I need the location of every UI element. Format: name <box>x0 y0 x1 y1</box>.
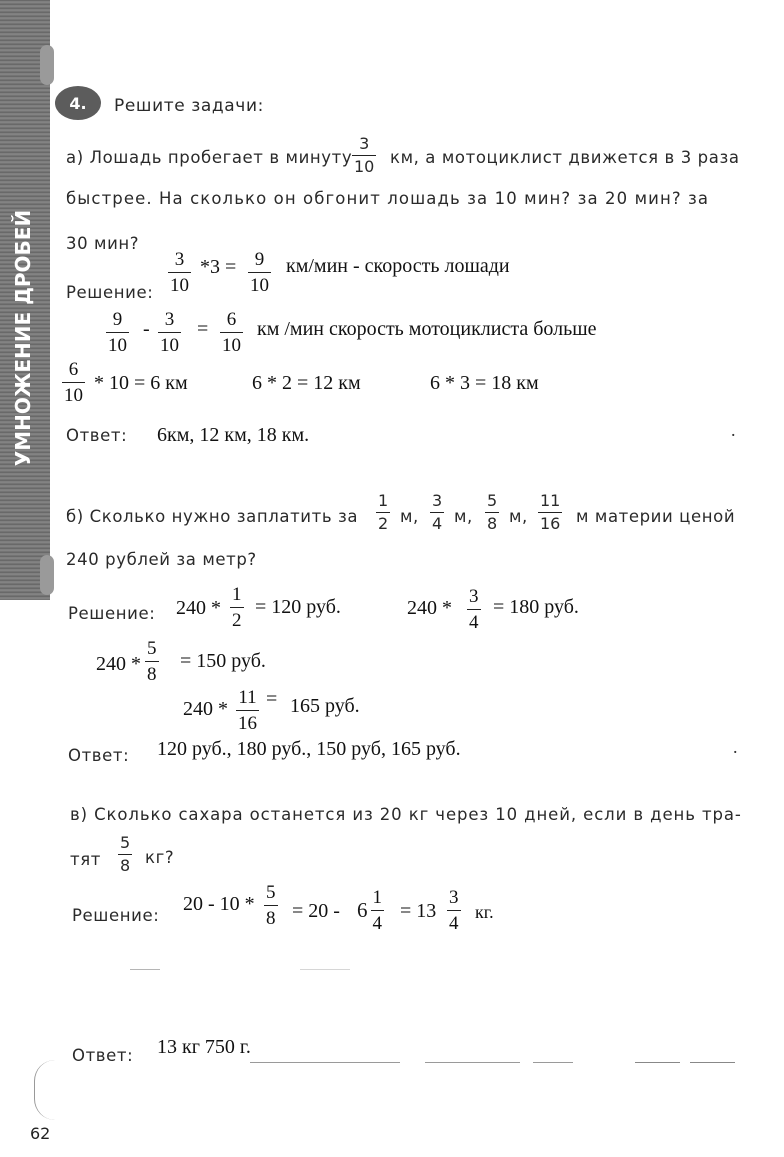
numerator: 6 <box>226 309 237 330</box>
numerator: 11 <box>238 687 257 708</box>
numerator: 11 <box>540 491 561 510</box>
part-c-fraction <box>118 835 132 874</box>
sidebar-tab-bottom <box>40 555 54 595</box>
part-c-mixed-number-2-fraction <box>447 888 461 933</box>
denominator: 4 <box>432 514 443 533</box>
numerator: 5 <box>266 882 276 903</box>
part-a-line1-end: км, а мотоциклист движется в 3 раза <box>390 148 740 167</box>
numerator: 1 <box>232 584 242 605</box>
denominator: 8 <box>487 514 498 533</box>
part-b-unit-1: м, <box>400 507 419 526</box>
part-a-s1-tail: км/мин - скорость лошади <box>286 255 510 277</box>
part-b-unit-3: м, <box>509 507 528 526</box>
part-a-s2-op: - <box>143 318 150 340</box>
line-end-dot: . <box>731 420 736 440</box>
part-c-answer: 13 кг 750 г. <box>157 1036 251 1058</box>
numerator: 3 <box>469 586 479 607</box>
part-a-s2-fraction2 <box>158 310 181 355</box>
page-binding-curve <box>34 1060 55 1120</box>
part-a-s2-tail: км /мин скорость мотоциклиста больше <box>257 318 597 340</box>
denominator: 10 <box>248 272 271 295</box>
numerator: 5 <box>147 638 157 659</box>
part-a-s1-fraction1 <box>168 250 191 295</box>
part-c-answer-label: Ответ: <box>72 1046 134 1065</box>
part-c-line2-start: тят <box>70 850 101 869</box>
ruled-line <box>425 1062 520 1063</box>
part-b-r2-fraction <box>467 587 481 632</box>
part-b-line1-end: м материи ценой <box>576 507 736 526</box>
chapter-title: УМНОЖЕНИЕ ДРОБЕЙ <box>11 209 35 467</box>
part-a-answer-label: Ответ: <box>66 426 128 445</box>
part-b-fraction-1 <box>376 493 390 532</box>
part-a-solution-label: Решение: <box>66 283 154 302</box>
numerator: 3 <box>449 887 459 908</box>
numerator: 3 <box>164 309 175 330</box>
ruled-line <box>635 1062 680 1063</box>
part-c-expr-mid: = 20 - <box>292 900 340 922</box>
part-b-r4-eq: = <box>266 688 278 710</box>
denominator: 2 <box>378 514 389 533</box>
ruled-line <box>533 1062 573 1063</box>
denominator: 8 <box>120 856 131 875</box>
part-b-solution-label: Решение: <box>68 604 156 623</box>
part-a-s2-fraction1 <box>106 310 129 355</box>
part-b-r2-pre: 240 * <box>407 597 452 619</box>
denominator: 16 <box>236 710 259 733</box>
denominator: 4 <box>447 910 461 933</box>
part-b-fraction-2 <box>430 493 444 532</box>
denominator: 4 <box>371 910 385 933</box>
ruled-line-mark <box>130 969 160 970</box>
task-title: Решите задачи: <box>114 96 264 116</box>
part-b-r3-fraction <box>145 639 159 684</box>
ruled-line <box>690 1062 735 1063</box>
part-a-s2-fraction3 <box>220 310 243 355</box>
numerator: 1 <box>372 887 382 908</box>
part-b-r3-post: = 150 руб. <box>180 650 266 672</box>
part-a-s3-b: 6 * 2 = 12 км <box>252 372 361 394</box>
ruled-line <box>250 1062 400 1063</box>
numerator: 9 <box>254 249 265 270</box>
denominator: 10 <box>62 382 85 405</box>
denominator: 8 <box>145 661 159 684</box>
part-b-r4-fraction <box>236 688 259 733</box>
part-c-solution-label: Решение: <box>72 906 160 925</box>
part-c-expr-mid2: = 13 <box>400 900 437 922</box>
denominator: 2 <box>230 607 244 630</box>
part-b-fraction-4 <box>538 493 562 532</box>
part-a-line2: быстрее. На сколько он обгонит лошадь за 10 мин? за 20 мин? за <box>66 189 710 208</box>
part-b-fraction-3 <box>485 493 499 532</box>
part-a-s1-mid: *3 = <box>200 256 237 278</box>
page-number: 62 <box>30 1124 51 1143</box>
part-a-s1-fraction2 <box>248 250 271 295</box>
ruled-line-mark <box>300 969 350 970</box>
part-b-unit-2: м, <box>454 507 473 526</box>
denominator: 10 <box>354 157 375 176</box>
part-c-expr-fraction <box>264 883 278 928</box>
denominator: 8 <box>264 905 278 928</box>
numerator: 3 <box>432 491 443 510</box>
numerator: 3 <box>359 134 370 153</box>
part-b-r1-fraction <box>230 585 244 630</box>
denominator: 4 <box>467 609 481 632</box>
part-c-expr-end: кг. <box>475 902 494 922</box>
part-c-mixed-number-1 <box>357 888 384 933</box>
part-b-r1-pre: 240 * <box>176 597 221 619</box>
part-a-s3-c: 6 * 3 = 18 км <box>430 372 539 394</box>
part-b-answer: 120 руб., 180 руб., 150 руб, 165 руб. <box>157 738 461 760</box>
fraction-part <box>371 888 385 933</box>
part-b-answer-label: Ответ: <box>68 746 130 765</box>
denominator: 10 <box>158 332 181 355</box>
numerator: 5 <box>487 491 498 510</box>
part-c-line1: в) Сколько сахара останется из 20 кг через 10 дней, если в день тра- <box>70 805 742 824</box>
denominator: 10 <box>106 332 129 355</box>
part-a-line1-start: а) Лошадь пробегает в минуту <box>66 148 353 167</box>
numerator: 5 <box>120 833 131 852</box>
numerator: 3 <box>174 249 185 270</box>
part-c-expr-start: 20 - 10 * <box>183 893 255 915</box>
whole-part: 6 <box>357 898 368 922</box>
part-b-r1-post: = 120 руб. <box>255 596 341 618</box>
part-b-r2-post: = 180 руб. <box>493 596 579 618</box>
task-number-badge: 4. <box>55 86 101 120</box>
denominator: 16 <box>540 514 561 533</box>
part-b-r4-post: 165 руб. <box>290 695 360 717</box>
part-a-s2-eq: = <box>197 318 209 340</box>
part-c-line2-end: кг? <box>145 848 175 867</box>
line-end-dot: . <box>733 737 738 757</box>
part-a-answer: 6км, 12 км, 18 км. <box>157 424 310 446</box>
denominator: 10 <box>168 272 191 295</box>
denominator: 10 <box>220 332 243 355</box>
part-a-s3-tail: * 10 = 6 км <box>94 372 188 394</box>
numerator: 6 <box>68 359 79 380</box>
part-b-r3-pre: 240 * <box>96 653 141 675</box>
part-b-line1-start: б) Сколько нужно заплатить за <box>66 507 359 526</box>
numerator: 9 <box>112 309 123 330</box>
part-b-r4-pre: 240 * <box>183 698 228 720</box>
sidebar-tab-top <box>40 45 54 85</box>
part-a-line3: 30 мин? <box>66 234 140 253</box>
numerator: 1 <box>378 491 389 510</box>
part-b-line2: 240 рублей за метр? <box>66 550 257 569</box>
part-a-fraction <box>352 136 376 175</box>
part-a-s3-fraction <box>62 360 85 405</box>
